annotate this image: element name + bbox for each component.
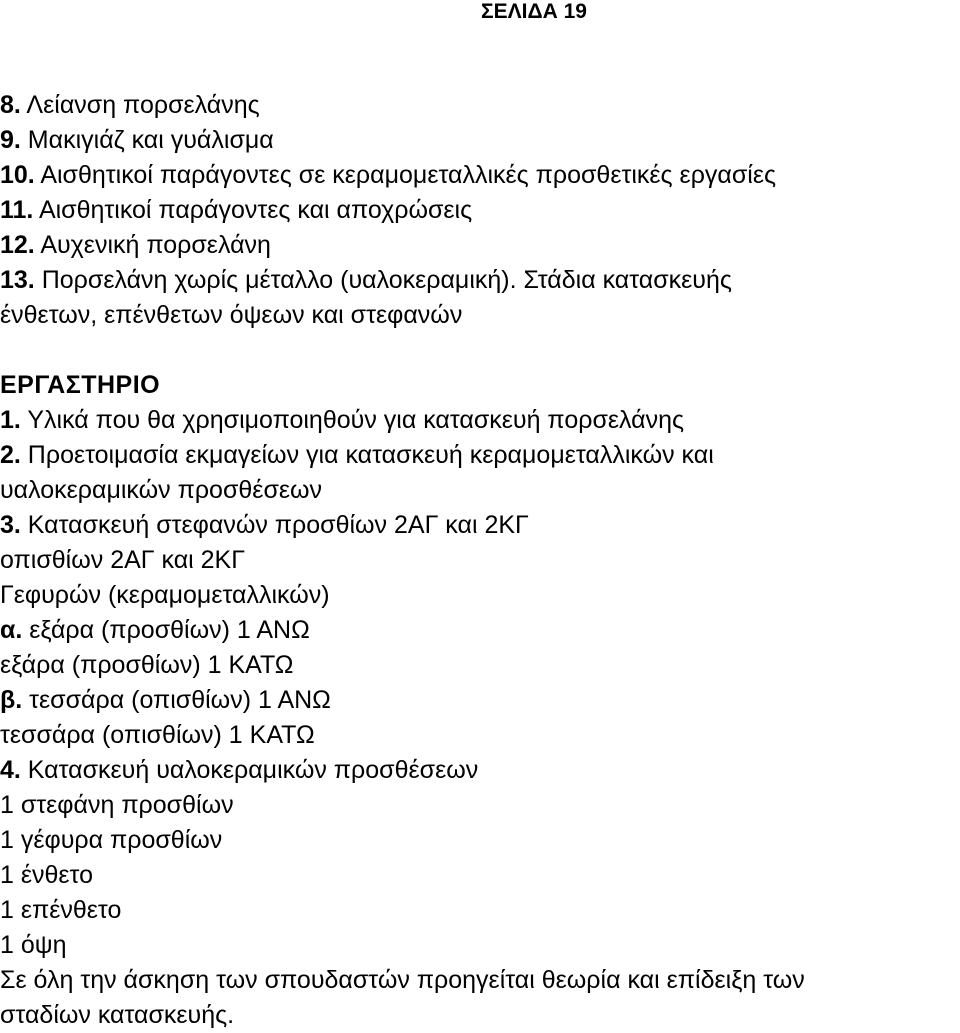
- item-number: 1.: [0, 406, 21, 434]
- item-number: 2.: [0, 441, 21, 469]
- item-text: Κατασκευή υαλοκεραμικών προσθέσεων: [20, 756, 479, 784]
- item-number: 13.: [0, 266, 35, 294]
- lab-subitem: [0, 613, 960, 648]
- item-number: 8.: [0, 91, 21, 119]
- item-text: Υλικά που θα χρησιμοποιηθούν για κατασκευή πορσελάνης: [20, 406, 685, 434]
- lab-item: [0, 753, 960, 788]
- document-body: [0, 88, 960, 1033]
- page-number-header: ΣΕΛΙΔΑ 19: [481, 0, 587, 23]
- lab-item-detail: 1 στεφάνη προσθίων: [0, 791, 234, 819]
- lab-item-continuation: Γεφυρών (κεραμομεταλλικών): [0, 581, 330, 609]
- item-number: 9.: [0, 126, 21, 154]
- item-text: Λείανση πορσελάνης: [20, 91, 260, 119]
- subitem-text: εξάρα (προσθίων) 1 ΑΝΩ: [22, 616, 310, 644]
- lab-item-detail: 1 ένθετο: [0, 861, 93, 889]
- lab-item-continuation: οπισθίων 2ΑΓ και 2ΚΓ: [0, 546, 245, 574]
- item-text: Μακιγιάζ και γυάλισμα: [20, 126, 274, 154]
- subitem-letter: β.: [0, 686, 23, 714]
- theory-item: [0, 88, 960, 123]
- theory-item-continuation: ένθετων, επένθετων όψεων και στεφανών: [0, 301, 463, 329]
- lab-item: [0, 403, 960, 438]
- item-text: Αισθητικοί παράγοντες και αποχρώσεις: [33, 196, 473, 224]
- subitem-text: τεσσάρα (οπισθίων) 1 ΑΝΩ: [22, 686, 331, 714]
- item-text: Κατασκευή στεφανών προσθίων 2ΑΓ και 2ΚΓ: [20, 511, 529, 539]
- theory-item: [0, 158, 960, 193]
- lab-subitem-continuation: εξάρα (προσθίων) 1 ΚΑΤΩ: [0, 651, 294, 679]
- lab-item: [0, 508, 960, 543]
- item-text: Αισθητικοί παράγοντες σε κεραμομεταλλικές προσθετικές εργασίες: [34, 161, 777, 189]
- item-number: 4.: [0, 756, 21, 784]
- subitem-letter: α.: [0, 616, 23, 644]
- lab-item-detail: 1 γέφυρα προσθίων: [0, 826, 223, 854]
- theory-item: [0, 263, 960, 298]
- lab-subitem-continuation: τεσσάρα (οπισθίων) 1 ΚΑΤΩ: [0, 721, 315, 749]
- item-text: Προετοιμασία εκμαγείων για κατασκευή κεραμομεταλλικών και: [20, 441, 714, 469]
- lab-item-detail: 1 επένθετο: [0, 896, 122, 924]
- lab-item-continuation: υαλοκεραμικών προσθέσεων: [0, 476, 323, 504]
- closing-paragraph-line: Σε όλη την άσκηση των σπουδαστών προηγείται θεωρία και επίδειξη των: [0, 966, 805, 994]
- item-text: Πορσελάνη χωρίς μέταλλο (υαλοκεραμική). Στάδια κατασκευής: [34, 266, 732, 294]
- lab-subitem: [0, 683, 960, 718]
- item-number: 10.: [0, 161, 35, 189]
- item-number: 3.: [0, 511, 21, 539]
- item-number: 12.: [0, 231, 35, 259]
- lab-item: [0, 438, 960, 473]
- closing-paragraph-line: σταδίων κατασκευής.: [0, 1001, 235, 1029]
- theory-item: [0, 228, 960, 263]
- theory-item: [0, 193, 960, 228]
- item-text: Αυχενική πορσελάνη: [34, 231, 271, 259]
- lab-item-detail: 1 όψη: [0, 931, 67, 959]
- section-spacer: [0, 333, 960, 368]
- lab-heading: ΕΡΓΑΣΤΗΡΙΟ: [0, 371, 161, 399]
- theory-item: [0, 123, 960, 158]
- item-number: 11.: [0, 196, 34, 224]
